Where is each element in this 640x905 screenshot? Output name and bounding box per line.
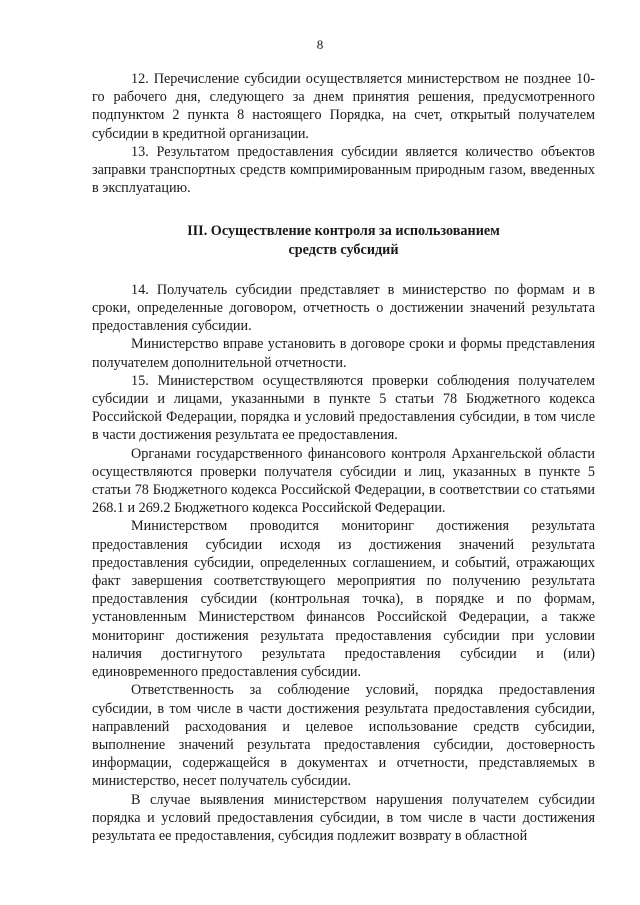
paragraph-14: 14. Получатель субсидии представляет в министерство по формам и в сроки, определенные договором, отчетность о достижении значений результата предоставления субсидии. [92, 281, 595, 335]
document-body [92, 70, 595, 845]
section-heading [92, 222, 595, 258]
section-heading-line-1: III. Осуществление контроля за использованием [187, 223, 500, 240]
section-heading-line-2: средств субсидий [288, 241, 399, 258]
paragraph-15: 15. Министерством осуществляются проверки соблюдения получателем субсидии и лицами, указанными в пункте 5 статьи 78 Бюджетного кодекса Российской Федерации, порядка и условий предоставления субсидии, в том числе в части достижения результата ее предоставления. [92, 372, 595, 444]
paragraph-monitoring: Министерством проводится мониторинг достижения результата предоставления субсидии исходя из достижения значений результата предоставления субсидии, определенных соглашением, и событий, отражающих факт завершения соответствующего мероприятия по получению результата предоставления субсидии (контрольная точка), в порядке и по формам, установленным Министерством финансов Российской Федерации, а также мониторинг достижения результата предоставления субсидии при условии наличия достигнутого результата предоставления субсидии и (или) единовременного предоставления субсидии. [92, 518, 595, 681]
page-number: 8 [316, 37, 324, 52]
paragraph-13: 13. Результатом предоставления субсидии является количество объектов заправки транспортных средств компримированным природным газом, введенных в эксплуатацию. [92, 143, 595, 197]
paragraph-financial-control: Органами государственного финансового контроля Архангельской области осуществляются проверки получателя субсидии и лиц, указанных в пункте 5 статьи 78 Бюджетного кодекса Российской Федерации, в соответствии со статьями 268.1 и 269.2 Бюджетного кодекса Российской Федерации. [92, 445, 595, 517]
paragraph-12: 12. Перечисление субсидии осуществляется министерством не позднее 10-го рабочего дня, следующего за днем принятия решения, предусмотренного подпунктом 2 пункта 8 настоящего Порядка, на счет, открытый получателем субсидии в кредитной организации. [92, 71, 595, 142]
paragraph-reporting-terms: Министерство вправе установить в договоре сроки и формы представления получателем дополнительной отчетности. [92, 336, 595, 371]
paragraph-violation-refund: В случае выявления министерством нарушения получателем субсидии порядка и условий предоставления субсидии, в том числе в части достижения результата ее предоставления, субсидия подлежит возврату в областной [92, 791, 595, 844]
paragraph-responsibility: Ответственность за соблюдение условий, порядка предоставления субсидии, в том числе в части достижения результата предоставления субсидии, направлений расходования и целевое использование средств субсидии, выполнение значений результата предоставления субсидии, достоверность информации, содержащейся в документах и отчетности, представляемых в министерство, несет получатель субсидии. [92, 682, 595, 790]
